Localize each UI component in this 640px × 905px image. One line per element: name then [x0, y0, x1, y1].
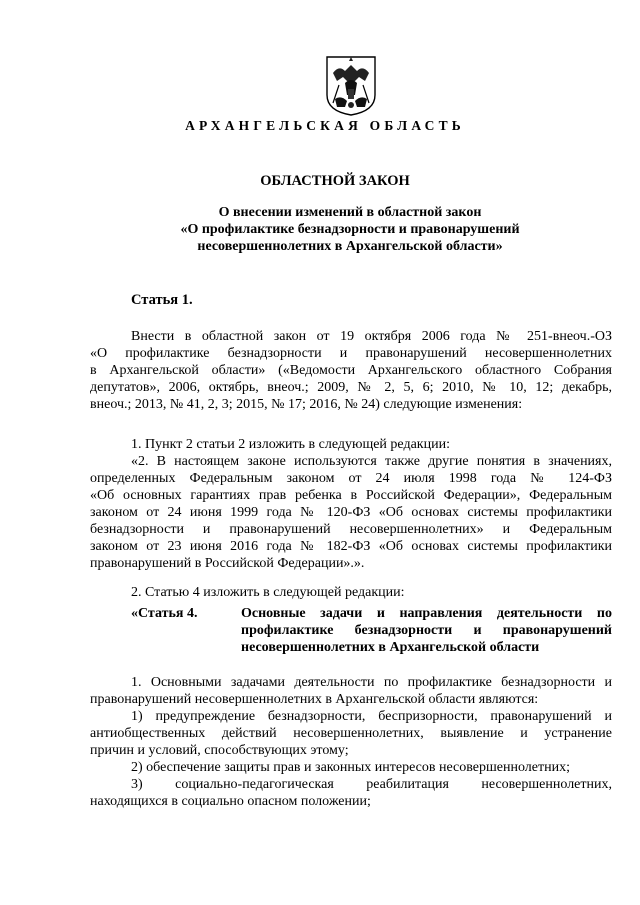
paragraph-line: правонарушений в Российской Федерации».».: [90, 556, 365, 571]
paragraph-line: законом от 23 июня 2016 года № 182-ФЗ «Об основах системы профилактики: [90, 539, 612, 554]
paragraph-line: «О профилактике безнадзорности и правонарушений несовершеннолетних: [90, 346, 612, 361]
paragraph-line: определенных Федеральным законом от 24 июля 1998 года № 124-ФЗ: [90, 471, 612, 486]
law-title-line: «О профилактике безнадзорности и правонарушений: [180, 222, 520, 237]
paragraph-line: внеоч.; 2013, № 41, 2, 3; 2015, № 17; 2016, № 24) следующие изменения:: [90, 397, 523, 412]
article-1-item-2: [90, 584, 612, 601]
article-1-intro: [90, 328, 612, 413]
law-type: ОБЛАСТНОЙ ЗАКОН: [260, 173, 410, 189]
law-title: [150, 204, 550, 255]
paragraph-line: находящихся в социально опасном положении;: [90, 794, 371, 809]
paragraph-line: депутатов», 2006, октябрь, внеоч.; 2009, № 2, 5, 6; 2010, № 10, 12; декабрь,: [90, 380, 612, 395]
law-title-line: О внесении изменений в областной закон: [218, 205, 482, 220]
article-4-title-line: Основные задачи и направления деятельности по: [241, 606, 612, 621]
paragraph-line: 1. Пункт 2 статьи 2 изложить в следующей редакции:: [131, 437, 450, 452]
paragraph-line: безнадзорности и правонарушений несовершеннолетних» и Федеральным: [90, 522, 612, 537]
paragraph-line: 2) обеспечение защиты прав и законных интересов несовершеннолетних;: [131, 760, 570, 775]
law-title-line: несовершеннолетних в Архангельской области»: [197, 239, 503, 254]
paragraph-line: правонарушений несовершеннолетних в Архангельской области являются:: [90, 692, 539, 707]
article-1-item-1: [90, 436, 612, 572]
paragraph-line: 3) социально-педагогическая реабилитация несовершеннолетних,: [131, 777, 612, 792]
article-4-label: «Статья 4.: [131, 606, 198, 621]
paragraph-line: в Архангельской области» («Ведомости Архангельского областного Собрания: [90, 363, 612, 378]
region-name: АРХАНГЕЛЬСКАЯ ОБЛАСТЬ: [185, 118, 465, 133]
article-4-title-line: профилактике безнадзорности и правонарушений: [241, 623, 612, 638]
paragraph-line: 2. Статью 4 изложить в следующей редакции:: [131, 585, 405, 600]
article-4-title-line: несовершеннолетних в Архангельской области: [241, 640, 540, 655]
article-4-title: [241, 605, 612, 656]
paragraph-line: 1) предупреждение безнадзорности, беспризорности, правонарушений и: [131, 709, 612, 724]
paragraph-line: 1. Основными задачами деятельности по профилактике безнадзорности и: [131, 675, 612, 690]
paragraph-line: законом от 24 июня 1999 года № 120-ФЗ «Об основах системы профилактики: [90, 505, 612, 520]
paragraph-line: «Об основных гарантиях прав ребенка в Российской Федерации», Федеральным: [90, 488, 612, 503]
article-4-body: [90, 674, 612, 810]
paragraph-line: антиобщественных действий несовершеннолетних, выявление и устранение: [90, 726, 612, 741]
paragraph-line: причин и условий, способствующих этому;: [90, 743, 349, 758]
paragraph-line: Внести в областной закон от 19 октября 2006 года № 251-внеоч.-ОЗ: [131, 329, 612, 344]
article-1-heading: Статья 1.: [131, 292, 193, 308]
paragraph-line: «2. В настоящем законе используются также другие понятия в значениях,: [131, 454, 612, 469]
arkhangelsk-coat-of-arms-icon: [325, 55, 377, 117]
